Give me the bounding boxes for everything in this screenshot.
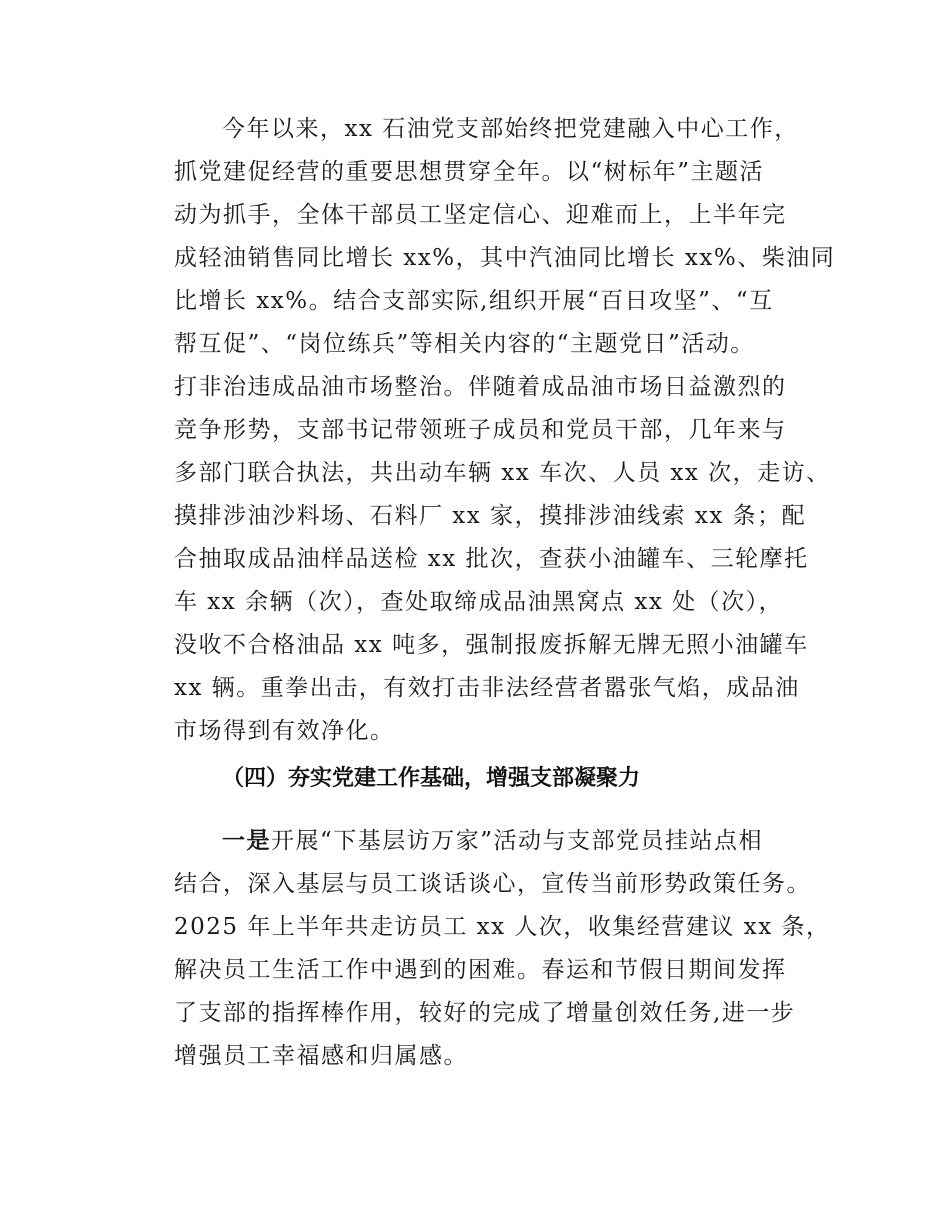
paragraph-1-line-11: 合抽取成品油样品送检 xx 批次，查获小油罐车、三轮摩托 xyxy=(174,546,809,572)
paragraph-1-line-13: 没收不合格油品 xx 吨多，强制报废拆解无牌无照小油罐车 xyxy=(174,632,809,658)
paragraph-1-line-1: 今年以来，xx 石油党支部始终把党建融入中心工作， xyxy=(222,116,799,142)
paragraph-1-line-5: 比增长 xx%。结合支部实际,组织开展“百日攻坚”、“互 xyxy=(174,288,774,314)
paragraph-2-line-3: 2025 年上半年共走访员工 xx 人次，收集经营建议 xx 条， xyxy=(174,914,831,940)
paragraph-2-line-4: 解决员工生活工作中遇到的困难。春运和节假日期间发挥 xyxy=(174,957,787,983)
paragraph-1-line-15: 市场得到有效净化。 xyxy=(174,718,395,744)
paragraph-1-line-10: 摸排涉油沙料场、石料厂 xx 家，摸排涉油线索 xx 条；配 xyxy=(174,503,807,529)
paragraph-1-line-7: 打非治违成品油市场整治。伴随着成品油市场日益激烈的 xyxy=(174,374,787,400)
paragraph-1-line-4: 成轻油销售同比增长 xx%，其中汽油同比增长 xx%、柴油同 xyxy=(174,245,836,271)
paragraph-1-line-12: 车 xx 余辆（次），查处取缔成品油黑窝点 xx 处（次）， xyxy=(174,589,784,615)
paragraph-2-line-5: 了支部的指挥棒作用，较好的完成了增量创效任务,进一步 xyxy=(174,1000,796,1026)
paragraph-2-line-1-text: 开展“下基层访万家”活动与支部党员挂站点相 xyxy=(271,828,764,854)
section-heading: （四）夯实党建工作基础，增强支部凝聚力 xyxy=(222,766,641,791)
paragraph-1-line-8: 竞争形势，支部书记带领班子成员和党员干部，几年来与 xyxy=(174,417,787,443)
paragraph-2-line-6: 增强员工幸福感和归属感。 xyxy=(174,1043,468,1069)
paragraph-1-line-14: xx 辆。重拳出击，有效打击非法经营者嚣张气焰，成品油 xyxy=(174,675,800,701)
paragraph-2-line-2: 结合，深入基层与员工谈话谈心，宣传当前形势政策任务。 xyxy=(174,871,811,897)
paragraph-2-lead: 一是 xyxy=(222,828,271,854)
paragraph-1-line-3: 动为抓手，全体干部员工坚定信心、迎难而上，上半年完 xyxy=(174,202,787,228)
paragraph-1-line-6: 帮互促”、“岗位练兵”等相关内容的“主题党日”活动。 xyxy=(174,331,755,357)
paragraph-1-line-2: 抓党建促经营的重要思想贯穿全年。以“树标年”主题活 xyxy=(174,159,765,185)
paragraph-1-line-9: 多部门联合执法，共出动车辆 xx 车次、人员 xx 次，走访、 xyxy=(174,460,831,486)
paragraph-2-line-1 xyxy=(222,826,763,856)
